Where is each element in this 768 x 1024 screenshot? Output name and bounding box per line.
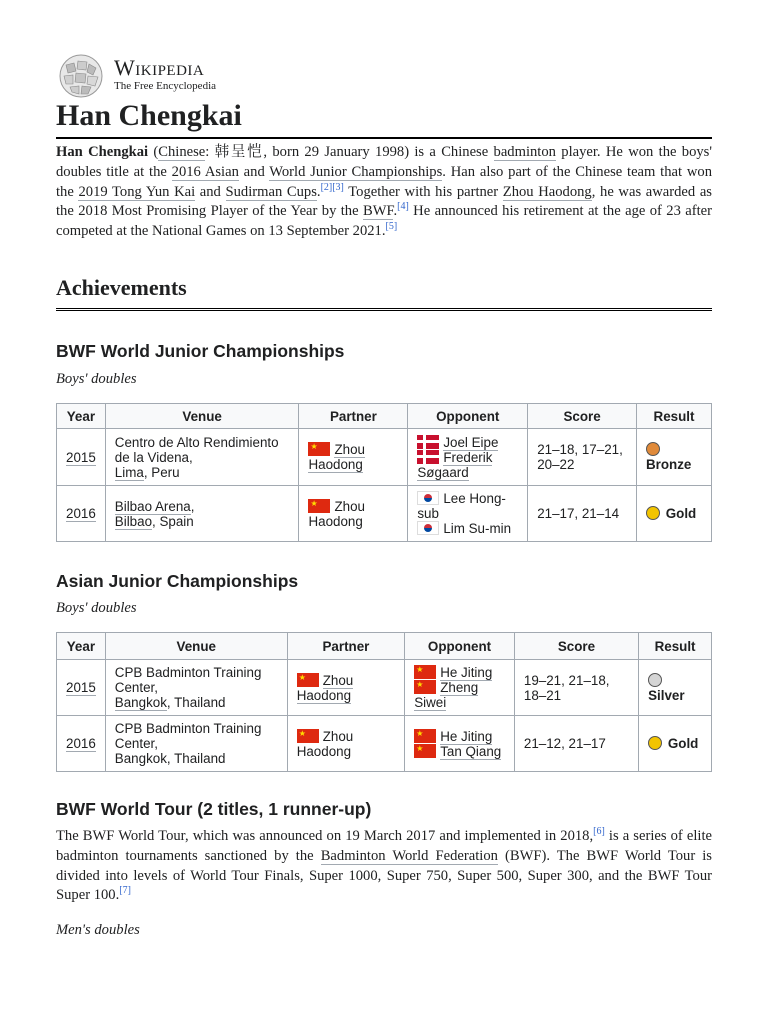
partner-cell — [287, 716, 405, 772]
column-header: Opponent — [405, 633, 515, 660]
venue-name: Centro de Alto Rendimiento de la Videna, — [114, 434, 279, 465]
silver-medal-icon — [648, 673, 662, 687]
wikipedia-globe-logo[interactable] — [56, 53, 106, 99]
china-flag-icon — [297, 729, 319, 743]
china-flag-icon — [414, 744, 436, 758]
partner-cell — [299, 429, 408, 486]
venue-name: CPB Badminton Training Center, — [114, 665, 262, 695]
venue-country: , Spain — [152, 513, 194, 529]
result-label: Gold — [665, 506, 697, 521]
column-header: Opponent — [408, 404, 528, 429]
world-tour-paragraph — [56, 827, 712, 906]
ref-6[interactable]: [6] — [593, 826, 605, 838]
year-cell — [57, 716, 106, 772]
subsection-heading-ajc: Asian Junior Championships — [56, 571, 299, 591]
intro-text: and — [238, 163, 270, 180]
link-badminton-world-federation[interactable]: Badminton World Federation — [320, 847, 498, 864]
result-cell — [639, 660, 712, 716]
column-header: Score — [528, 404, 637, 429]
score-cell: 21–12, 21–17 — [514, 716, 638, 772]
result-label: Gold — [667, 736, 699, 751]
venue-country: , Peru — [143, 464, 180, 480]
intro-text: . — [316, 183, 321, 200]
venue-name: CPB Badminton Training Center, — [114, 721, 262, 751]
wjc-results-table — [56, 403, 712, 542]
table-row — [57, 486, 712, 542]
link-world-junior-championships[interactable]: World Junior Championships — [269, 163, 443, 180]
city-link[interactable]: Lima — [114, 464, 144, 480]
result-label: Silver — [648, 687, 685, 703]
opponent-link[interactable]: Zheng Siwei — [414, 680, 479, 710]
result-cell — [637, 429, 712, 486]
year-cell — [57, 660, 106, 716]
tour-text: The BWF World Tour, which was announced on 19 March 2017 and implemented in 2018, — [56, 828, 594, 844]
link-chinese[interactable]: Chinese — [158, 144, 206, 160]
year-link[interactable]: 2016 — [66, 506, 96, 521]
intro-text: , he was awarded as the 2018 Most Promising Player of the Year by the — [56, 183, 712, 220]
opponent-cell — [408, 486, 528, 542]
subsection-heading-world-tour: BWF World Tour (2 titles, 1 runner-up) — [56, 799, 372, 819]
link-2016-asian[interactable]: 2016 Asian — [171, 163, 239, 180]
china-flag-icon — [414, 680, 436, 694]
ref-2-3[interactable]: [2][3] — [320, 181, 344, 193]
opponent-cell — [408, 429, 528, 486]
opponent-name: Lim Su-min — [443, 521, 512, 536]
intro-text: ( — [148, 144, 159, 160]
table-header-row — [57, 633, 712, 660]
column-header: Result — [637, 404, 712, 429]
ref-7[interactable]: [7] — [119, 885, 131, 897]
partner-link[interactable]: Zhou Haodong — [308, 442, 365, 472]
city-link[interactable]: Bangkok — [114, 695, 167, 710]
opponent-link[interactable]: Joel Eipe — [443, 434, 499, 450]
table-row — [57, 716, 712, 772]
partner-link[interactable]: Zhou Haodong — [296, 672, 354, 703]
column-header: Partner — [287, 633, 405, 660]
score-cell: 21–17, 21–14 — [528, 486, 637, 542]
china-flag-icon — [297, 673, 319, 687]
tour-text: (BWF). The BWF World Tour is divided into levels of World Tour Finals, Super 1000, Super 750, Super 500, Super 300, and the BWF Tour Super 100. — [56, 847, 712, 904]
denmark-flag-icon — [417, 450, 439, 464]
page-title: Han Chengkai — [56, 98, 712, 139]
tour-text: is a series of elite badminton tournaments sanctioned by the — [56, 828, 713, 864]
table-caption: Boys' doubles — [56, 371, 137, 387]
venue-cell — [105, 429, 299, 486]
venue-cell: Bilbao Arena, Bilbao, Spain — [105, 486, 299, 542]
opponent-cell — [405, 660, 515, 716]
table-row — [57, 660, 712, 716]
section-heading-achievements: Achievements — [56, 274, 712, 311]
south-korea-flag-icon — [417, 491, 439, 505]
intro-text: and — [195, 183, 226, 200]
column-header: Partner — [299, 404, 408, 429]
gold-medal-icon — [648, 736, 662, 750]
year-link[interactable]: 2015 — [66, 449, 96, 465]
column-header: Result — [639, 633, 712, 660]
wikipedia-wordmark[interactable] — [114, 56, 216, 93]
china-flag-icon — [308, 442, 330, 456]
table-row — [57, 429, 712, 486]
opponent-link[interactable]: Tan Qiang — [440, 743, 502, 759]
venue-cell — [105, 660, 287, 716]
table-caption: Boys' doubles — [56, 600, 137, 616]
bronze-medal-icon — [646, 442, 660, 456]
partner-name: Zhou Haodong — [308, 498, 365, 529]
table-header-row — [57, 404, 712, 429]
intro-text: . — [393, 203, 398, 220]
intro-text: He announced his retirement at the age of 23 after competed at the National Games on 13 September 2021. — [56, 203, 712, 240]
link-bwf[interactable]: BWF — [362, 203, 394, 220]
intro-subject-name: Han Chengkai — [56, 144, 149, 160]
south-korea-flag-icon — [417, 521, 439, 535]
column-header: Year — [57, 404, 106, 429]
score-cell: 21–18, 17–21, 20–22 — [528, 429, 637, 486]
partner-cell — [287, 660, 405, 716]
result-cell — [637, 486, 712, 542]
column-header: Score — [514, 633, 638, 660]
opponent-cell — [405, 716, 515, 772]
intro-text: : 韩呈恺, born 29 January 1998) is a Chinese — [205, 144, 494, 160]
column-header: Venue — [105, 404, 299, 429]
venue-country: , Thailand — [166, 695, 226, 710]
score-cell: 19–21, 21–18, 18–21 — [514, 660, 638, 716]
opponent-link[interactable]: He Jiting — [440, 728, 493, 744]
intro-paragraph — [56, 143, 712, 242]
year-cell — [57, 429, 106, 486]
result-cell — [639, 716, 712, 772]
year-link[interactable]: 2015 — [66, 680, 96, 695]
intro-text: Together with his partner — [343, 183, 503, 200]
column-header: Year — [57, 633, 106, 660]
year-cell — [57, 486, 106, 542]
link-sudirman-cups[interactable]: Sudirman Cups — [225, 183, 317, 200]
ref-5[interactable]: [5] — [385, 221, 398, 233]
ref-4[interactable]: [4] — [397, 201, 409, 213]
link-zhou-haodong[interactable]: Zhou Haodong — [502, 183, 592, 200]
wordmark-title: Wikipedia — [114, 55, 205, 80]
venue-city: Bangkok, Thailand — [114, 751, 226, 766]
intro-text: . Han also part of the Chinese team that won the — [56, 163, 712, 200]
denmark-flag-icon — [417, 435, 439, 449]
wordmark-tagline: The Free Encyclopedia — [114, 80, 217, 92]
link-badminton[interactable]: badminton — [493, 144, 556, 160]
link-tong-yun-kai[interactable]: 2019 Tong Yun Kai — [78, 183, 196, 200]
venue-link[interactable]: Bilbao Arena — [114, 498, 191, 514]
partner-cell — [299, 486, 408, 542]
result-label: Bronze — [646, 457, 692, 472]
city-link[interactable]: Bilbao — [114, 513, 153, 529]
column-header: Venue — [105, 633, 287, 660]
gold-medal-icon — [646, 506, 660, 520]
intro-text: player. He won the boys' doubles title at the — [56, 144, 712, 180]
ajc-results-table — [56, 632, 712, 772]
china-flag-icon — [308, 499, 330, 513]
opponent-link[interactable]: Frederik Søgaard — [417, 449, 493, 480]
partner-name: Zhou Haodong — [296, 728, 354, 759]
venue-cell — [105, 716, 287, 772]
subsection-heading-wjc: BWF World Junior Championships — [56, 341, 345, 361]
table-caption: Men's doubles — [56, 922, 140, 938]
opponent-link[interactable]: He Jiting — [440, 665, 493, 680]
year-link[interactable]: 2016 — [66, 736, 96, 751]
opponent-name: Lee Hong-sub — [417, 491, 506, 521]
